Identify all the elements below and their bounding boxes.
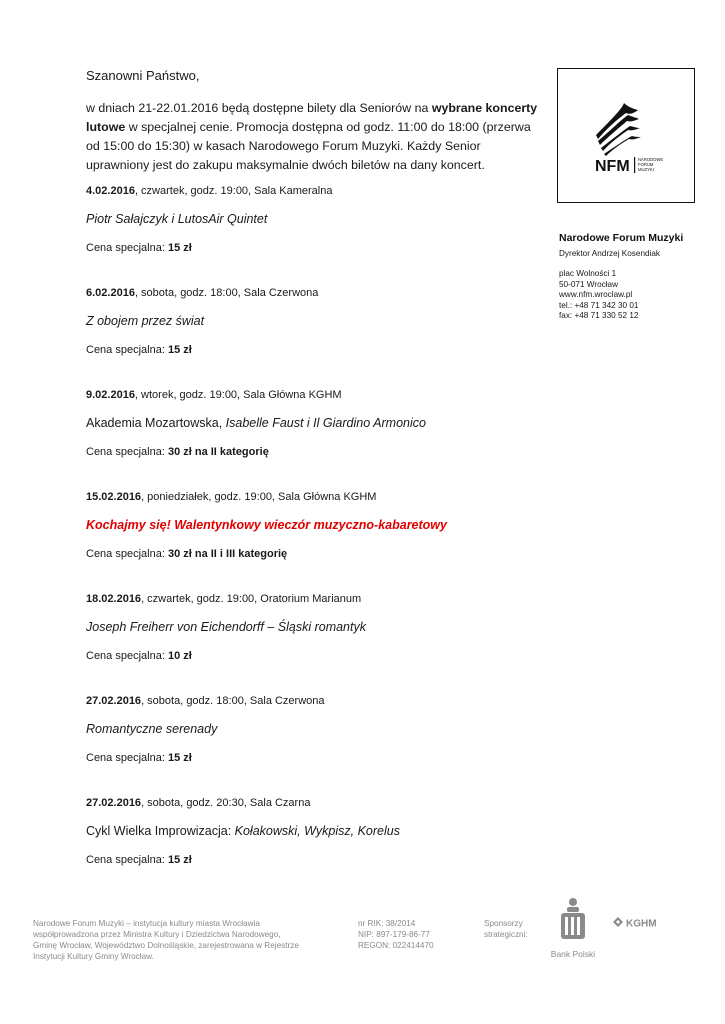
footer-line: Instytucji Kultury Gminy Wrocław. [33, 952, 154, 961]
fax: fax: +48 71 330 52 12 [559, 311, 639, 320]
director: Dyrektor Andrzej Kosendiak [559, 249, 661, 258]
event-price [86, 752, 192, 764]
address-line: 50-071 Wrocław [559, 279, 619, 289]
intro-text-2: w specjalnej cenie. Promocja dostępna od godz. 11:00 do 18:00 (przerwa od 15:00 do 15:30) w kasach Narodowego Forum Muzyki. Każdy Senior uprawniony jest do zakupu maksymalnie dwóch biletów na dany koncert. [86, 120, 531, 172]
price-label: Cena specjalna: [86, 854, 168, 866]
intro-bold: wybrane koncerty lutowe [86, 101, 538, 134]
event-title [86, 416, 426, 430]
price-label: Cena specjalna: [86, 446, 168, 458]
event-title-italic: Z obojem przez świat [86, 314, 205, 328]
event-title [86, 722, 217, 736]
footer-institution [33, 918, 333, 962]
intro-paragraph [86, 99, 538, 175]
kghm-label: KGHM [626, 918, 657, 930]
price-value: 15 zł [167, 854, 192, 866]
footer-line: Gminę Wrocław, Województwo Dolnośląskie, zarejestrowana w Rejestrze [33, 941, 299, 950]
pko-bank-logo [548, 895, 598, 960]
event-title [86, 314, 204, 328]
event-date: 4.02.2016 [86, 185, 135, 197]
price-label: Cena specjalna: [86, 548, 168, 560]
price-value: 10 zł [167, 650, 192, 662]
event-date-line [86, 797, 310, 809]
event-details: , sobota, godz. 20:30, Sala Czarna [141, 797, 311, 809]
event-date-line [86, 593, 361, 605]
phone: tel.: +48 71 342 30 01 [559, 300, 639, 310]
address-line: plac Wolności 1 [559, 269, 617, 278]
price-value: 30 zł na II i III kategorię [167, 548, 288, 560]
address [559, 269, 683, 322]
event-price [86, 548, 287, 560]
price-label: Cena specjalna: [86, 242, 168, 254]
price-value: 15 zł [167, 242, 192, 254]
event-title-italic: Romantyczne serenady [86, 722, 218, 736]
event-date-line [86, 389, 342, 401]
footer-line: Narodowe Forum Muzyki – instytucja kultury miasta Wrocławia [33, 919, 260, 928]
event-title [86, 212, 267, 226]
event-date: 6.02.2016 [86, 287, 135, 299]
event-title-italic: Joseph Freiherr von Eichendorff – Śląski romantyk [86, 620, 366, 634]
footer-line: współprowadzona przez Ministra Kultury i Dziedzictwa Narodowego, [33, 930, 281, 939]
nfm-logo-box [557, 68, 695, 203]
price-label: Cena specjalna: [86, 752, 168, 764]
event-title-italic: Kołakowski, Wykpisz, Korelus [234, 824, 400, 838]
event-title-italic: Isabelle Faust i Il Giardino Armonico [225, 416, 426, 430]
event-title-plain: Akademia Mozartowska, [86, 416, 226, 430]
logo-line-1: NARODOWE [638, 157, 664, 162]
event-date: 9.02.2016 [86, 389, 135, 401]
event-price [86, 242, 192, 254]
event-title [86, 518, 447, 532]
price-value: 30 zł na II kategorię [167, 446, 269, 458]
event-date: 27.02.2016 [86, 695, 142, 707]
footer-rik: nr RIK: 38/2014 [358, 919, 416, 928]
event-date: 15.02.2016 [86, 491, 142, 503]
event-details: , sobota, godz. 18:00, Sala Czerwona [134, 287, 319, 299]
price-value: 15 zł [167, 752, 192, 764]
website-link[interactable]: www.nfm.wroclaw.pl [559, 290, 633, 299]
event-date-line [86, 695, 325, 707]
footer-nip: NIP: 897-179-86-77 [358, 930, 430, 939]
nfm-logo [558, 69, 694, 202]
contact-block [559, 232, 683, 322]
event-price [86, 854, 192, 866]
price-label: Cena specjalna: [86, 344, 168, 356]
price-label: Cena specjalna: [86, 650, 168, 662]
kghm-logo [613, 915, 663, 931]
event-details: , wtorek, godz. 19:00, Sala Główna KGHM [134, 389, 342, 401]
event-date-line [86, 287, 318, 299]
event-details: , czwartek, godz. 19:00, Oratorium Marianum [141, 593, 362, 605]
event-title-plain: Cykl Wielka Improwizacja: [86, 824, 235, 838]
footer-registry [358, 918, 434, 951]
event-price [86, 446, 269, 458]
event-details: , poniedziałek, godz. 19:00, Sala Główna KGHM [141, 491, 377, 503]
event-date-line [86, 491, 376, 503]
sponsors-label: Sponsorzy [484, 919, 523, 928]
event-title [86, 620, 366, 634]
bank-label: Bank Polski [550, 949, 596, 959]
event-price [86, 344, 192, 356]
event-date: 27.02.2016 [86, 797, 142, 809]
sponsors-label: strategiczni: [484, 930, 528, 939]
event-details: , sobota, godz. 18:00, Sala Czerwona [141, 695, 325, 707]
logo-abbr: NFM [595, 158, 630, 175]
intro-text-1: w dniach 21-22.01.2016 będą dostępne bilety dla Seniorów na [86, 101, 432, 115]
logo-line-2: FORUM [638, 162, 654, 167]
event-title-italic: Piotr Sałajczyk i LutosAir Quintet [86, 212, 268, 226]
event-date: 18.02.2016 [86, 593, 142, 605]
logo-line-3: MUZYKI [638, 167, 654, 172]
event-price [86, 650, 192, 662]
org-name: Narodowe Forum Muzyki [559, 232, 684, 244]
footer-sponsors [484, 918, 528, 940]
event-details: , czwartek, godz. 19:00, Sala Kameralna [134, 185, 333, 197]
price-value: 15 zł [167, 344, 192, 356]
greeting: Szanowni Państwo, [86, 68, 200, 83]
event-title-italic: Kochajmy się! Walentynkowy wieczór muzyczno-kabaretowy [86, 518, 447, 532]
event-title [86, 824, 400, 838]
event-date-line [86, 185, 332, 197]
footer-regon: REGON: 022414470 [358, 941, 434, 950]
